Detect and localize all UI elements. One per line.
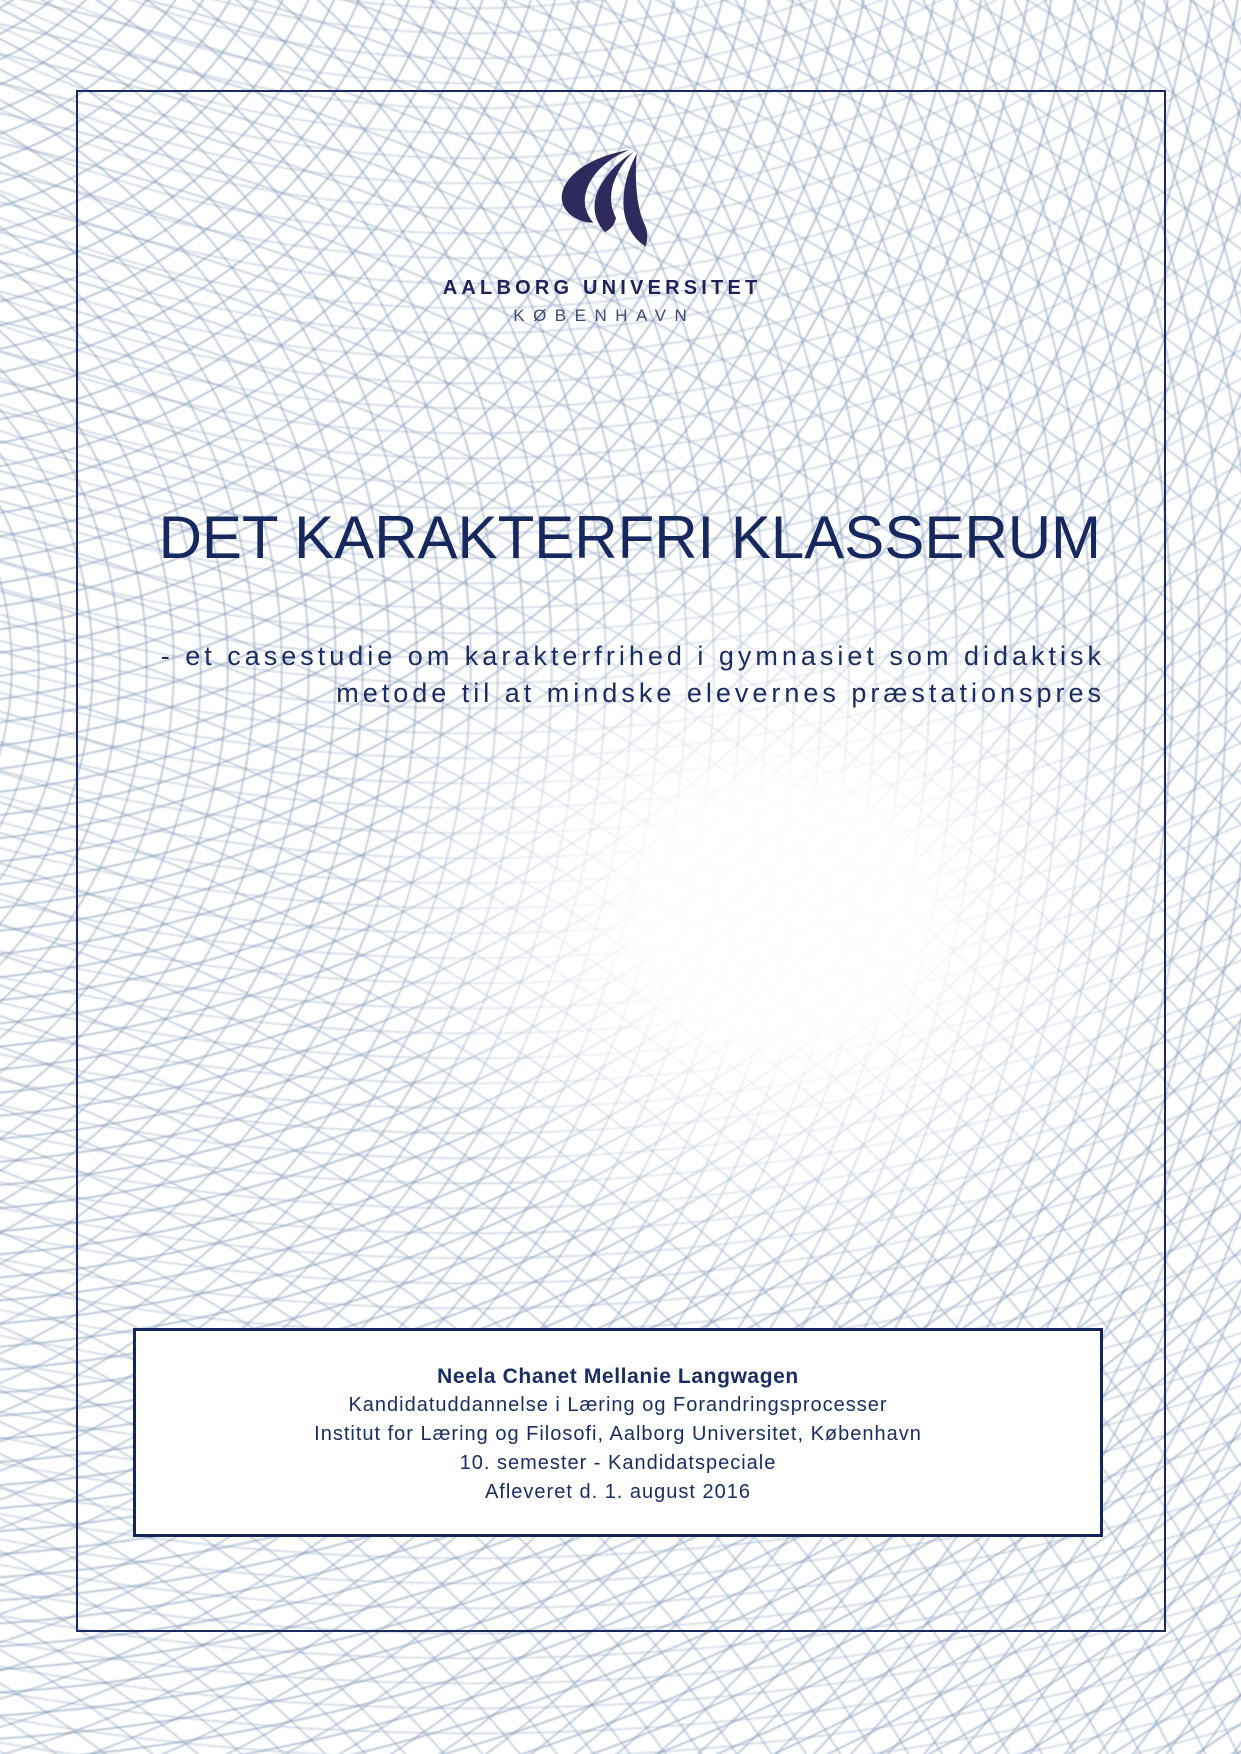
semester-info: 10. semester - Kandidatspeciale: [459, 1452, 777, 1474]
university-logo-block: [0, 146, 1200, 326]
thesis-subtitle-line2: metode til at mindske elevernes præstationspres: [336, 678, 1105, 708]
title-block: [80, 504, 1105, 712]
thesis-subtitle: [80, 638, 1105, 712]
aau-swoosh-logo-icon: [552, 146, 648, 256]
university-name: AALBORG UNIVERSITET: [442, 277, 762, 299]
author-name: Neela Chanet Mellanie Langwagen: [437, 1365, 799, 1388]
submission-date: Afleveret d. 1. august 2016: [484, 1481, 752, 1503]
programme-name: Kandidatuddannelse i Læring og Forandringsprocesser: [348, 1394, 888, 1416]
university-city: KØBENHAVN: [513, 306, 696, 325]
author-info-box: [133, 1328, 1103, 1537]
thesis-title: DET KARAKTERFRI KLASSERUM: [158, 504, 1101, 571]
thesis-subtitle-line1: - et casestudie om karakterfrihed i gymnasiet som didaktisk: [160, 641, 1105, 671]
institute-name: Institut for Læring og Filosofi, Aalborg Universitet, København: [314, 1423, 922, 1445]
